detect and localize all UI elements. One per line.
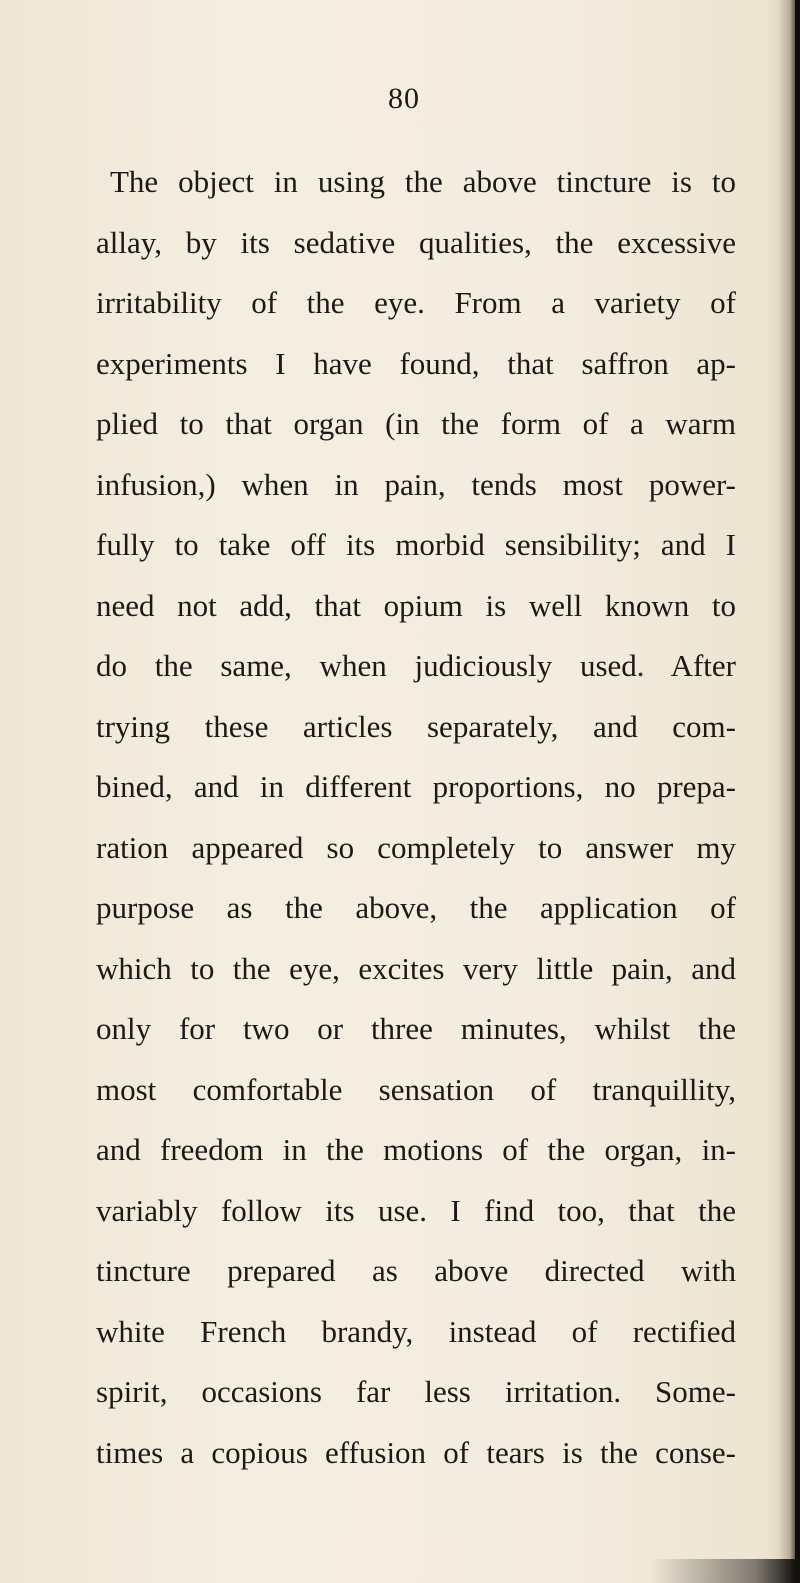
text-line: purpose as the above, the application of bbox=[96, 890, 736, 925]
page-gutter-edge bbox=[766, 0, 800, 1583]
text-line: tincture prepared as above directed with bbox=[96, 1253, 736, 1288]
text-line: need not add, that opium is well known to bbox=[96, 587, 736, 623]
text-line: The object in using the above tincture is to bbox=[110, 164, 736, 199]
page-corner-shadow bbox=[650, 1559, 800, 1583]
text-line: bined, and in different proportions, no prepa- bbox=[96, 769, 736, 804]
text-line: ration appeared so completely to answer my bbox=[96, 829, 736, 865]
text-line: variably follow its use. I find too, that the bbox=[96, 1192, 736, 1228]
text-line: times a copious effusion of tears is the conse- bbox=[96, 1434, 736, 1470]
text-line: only for two or three minutes, whilst the bbox=[96, 1011, 736, 1046]
text-line: trying these articles separately, and com- bbox=[96, 708, 736, 744]
text-line: allay, by its sedative qualities, the excessive bbox=[96, 224, 736, 260]
text-line: most comfortable sensation of tranquillity, bbox=[96, 1071, 736, 1107]
text-line: which to the eye, excites very little pain, and bbox=[96, 950, 736, 986]
text-line: white French brandy, instead of rectified bbox=[96, 1313, 736, 1349]
body-paragraph bbox=[96, 158, 736, 1489]
text-line: fully to take off its morbid sensibility; and I bbox=[96, 527, 736, 562]
text-line: plied to that organ (in the form of a warm bbox=[96, 406, 736, 441]
text-line: infusion,) when in pain, tends most power- bbox=[96, 466, 736, 502]
text-line: experiments I have found, that saffron ap- bbox=[96, 345, 736, 381]
page-number: 80 bbox=[388, 82, 420, 115]
text-line: and freedom in the motions of the organ, in- bbox=[96, 1132, 736, 1167]
text-line: do the same, when judiciously used. After bbox=[96, 648, 736, 683]
text-line: spirit, occasions far less irritation. Some- bbox=[96, 1374, 736, 1409]
text-line: irritability of the eye. From a variety of bbox=[96, 285, 736, 320]
